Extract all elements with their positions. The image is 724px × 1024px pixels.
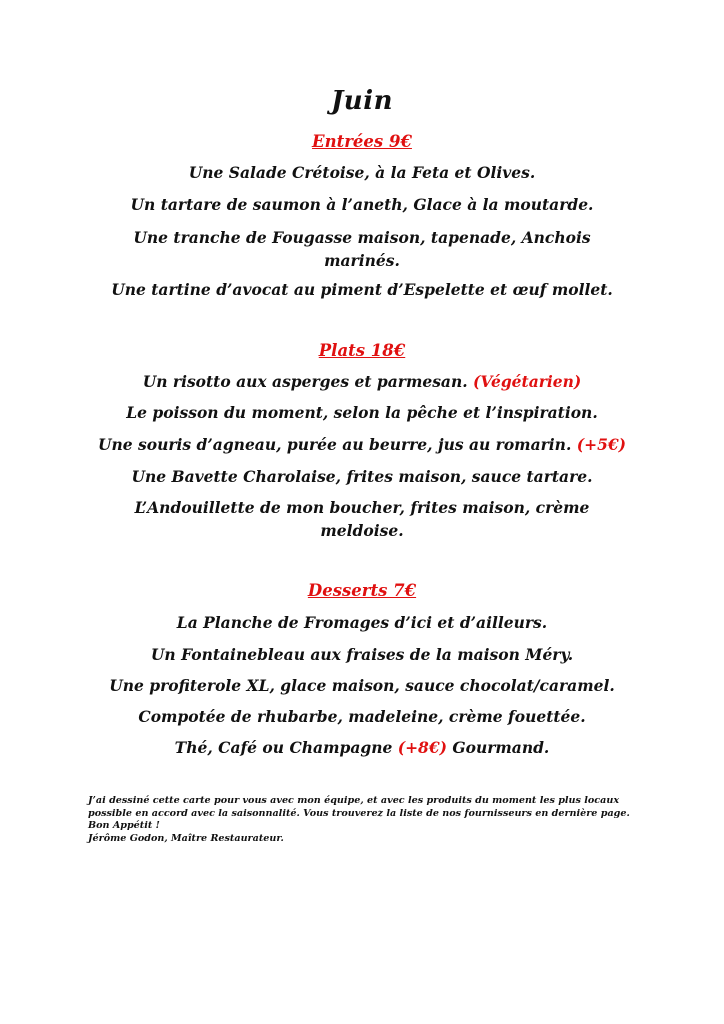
section-heading-desserts: Desserts 7€: [307, 581, 417, 600]
menu-item-text: Une souris d’agneau, purée au beurre, jus au romarin.: [98, 435, 577, 454]
chef-note: [88, 795, 648, 845]
section-heading-entrees: Entrées 9€: [312, 132, 412, 151]
menu-item: La Planche de Fromages d’ici et d’ailleurs.: [176, 613, 548, 632]
vegetarian-tag: (Végétarien): [473, 372, 582, 391]
menu-item-text: Le poisson du moment, selon la pêche et l’inspiration.: [126, 403, 598, 422]
chef-signature: Jérôme Godon, Maître Restaurateur.: [88, 832, 284, 844]
menu-item-text: Une Bavette Charolaise, frites maison, sauce tartare.: [131, 467, 593, 486]
menu-item: Une profiterole XL, glace maison, sauce chocolat/caramel.: [109, 676, 615, 695]
menu-item: [110, 496, 614, 542]
chef-note-text: J’ai dessiné cette carte pour vous avec mon équipe, et avec les produits du moment les plus locaux possible en accord avec la saisonnalité. Vous trouverez la liste de nos fournisseurs en dernière page. Bon Appétit !: [88, 795, 630, 831]
menu-item: Une tranche de Fougasse maison, tapenade, Anchois marinés.: [133, 228, 591, 270]
menu-item: [90, 736, 634, 759]
menu-item: Une Salade Crétoise, à la Feta et Olives.: [188, 163, 536, 182]
menu-item-text: L’Andouillette de mon boucher, frites maison, crème meldoise.: [134, 498, 590, 540]
menu-item: [90, 465, 634, 488]
menu-item: Compotée de rhubarbe, madeleine, crème fouettée.: [138, 707, 586, 726]
menu-item-text: Thé, Café ou Champagne: [174, 738, 398, 757]
menu-item: Un tartare de saumon à l’aneth, Glace à la moutarde.: [130, 195, 594, 214]
menu-item: [90, 370, 634, 393]
menu-item-text: Un risotto aux asperges et parmesan.: [142, 372, 474, 391]
supplement-tag: (+8€): [397, 738, 447, 757]
menu-item: [70, 433, 654, 456]
menu-item: Un Fontainebleau aux fraises de la maison Méry.: [150, 645, 574, 664]
page-title: Juin: [331, 86, 393, 116]
menu-item-text: Gourmand.: [446, 738, 550, 757]
menu-item: [90, 401, 634, 424]
menu-item: Une tartine d’avocat au piment d’Espelette et œuf mollet.: [111, 280, 613, 299]
supplement-tag: (+5€): [576, 435, 626, 454]
section-heading-plats: Plats 18€: [318, 341, 406, 360]
